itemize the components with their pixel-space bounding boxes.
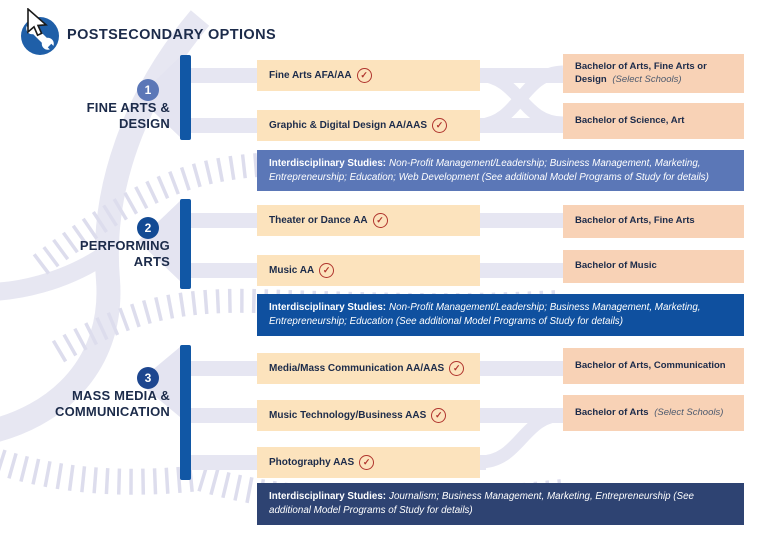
mouse-cursor <box>26 8 52 45</box>
section1-number: 1 <box>144 83 152 97</box>
bachelor-degree-box <box>563 250 744 283</box>
bachelor-degree-label: Bachelor of Arts, Fine Arts <box>575 215 695 227</box>
bachelor-degree-box <box>563 103 744 139</box>
associate-degree-box <box>257 255 480 286</box>
bachelor-degree-box <box>563 205 744 238</box>
bachelor-degree-box <box>563 395 744 431</box>
check-icon: ✓ <box>357 68 372 83</box>
bachelor-degree-note: (Select Schools) <box>612 73 682 85</box>
section2-label: PERFORMING ARTS <box>79 238 170 269</box>
section1-number-badge <box>137 79 159 101</box>
associate-degree-box <box>257 400 480 431</box>
bachelor-degree-note: (Select Schools) <box>654 406 724 418</box>
bachelor-degree-label: Bachelor of Science, Art <box>575 114 685 126</box>
bachelor-degree-text <box>575 115 684 128</box>
bachelor-degree-text <box>575 360 726 373</box>
check-icon: ✓ <box>319 263 334 278</box>
associate-degree-label: Graphic & Digital Design AA/AAS <box>269 120 427 131</box>
bachelor-degree-text <box>575 407 723 420</box>
interdisciplinary-heading: Interdisciplinary Studies: <box>269 158 387 169</box>
associate-degree-label: Media/Mass Communication AA/AAS <box>269 363 445 374</box>
section3-number-badge <box>137 367 159 389</box>
associate-degree-box <box>257 353 480 384</box>
section2-spine <box>180 199 191 289</box>
section1-label: FINE ARTS & DESIGN <box>86 100 170 131</box>
interdisciplinary-body: Journalism; Business Management, Marketing, Entrepreneurship (See additional Model Programs of Study for details) <box>269 491 694 517</box>
section3-spine <box>180 345 191 480</box>
section3-number: 3 <box>144 371 152 385</box>
associate-degree-box <box>257 205 480 236</box>
section2-number: 2 <box>144 221 152 235</box>
bachelor-degree-text <box>575 260 657 273</box>
interdisciplinary-bar <box>257 294 744 336</box>
section1-spine <box>180 55 191 140</box>
interdisciplinary-body: Non-Profit Management/Leadership; Business Management, Marketing, Entrepreneurship; Education (See additional Model Programs of Study for details) <box>269 302 701 328</box>
interdisciplinary-bar <box>257 150 744 191</box>
interdisciplinary-body: Non-Profit Management/Leadership; Business Management, Marketing, Entrepreneurship; Education; Web Development (See additional Model Programs of Study for details) <box>269 158 709 184</box>
bachelor-degree-label: Bachelor of Arts, Communication <box>575 359 726 371</box>
bachelor-degree-label: Bachelor of Arts <box>575 406 649 418</box>
associate-degree-label: Music AA <box>269 265 315 276</box>
interdisciplinary-bar <box>257 483 744 525</box>
bachelor-degree-label: Bachelor of Music <box>575 260 657 272</box>
interdisciplinary-heading: Interdisciplinary Studies: <box>269 302 387 313</box>
bachelor-degree-label: Bachelor of Arts, Fine Arts or Design <box>575 60 707 85</box>
associate-degree-label: Music Technology/Business AAS <box>269 410 427 421</box>
section2-number-badge <box>137 217 159 239</box>
page-title: POSTSECONDARY OPTIONS <box>67 27 277 43</box>
associate-degree-label: Photography AAS <box>269 457 355 468</box>
associate-degree-label: Fine Arts AFA/AA <box>269 70 352 81</box>
check-icon: ✓ <box>373 213 388 228</box>
check-icon: ✓ <box>359 455 374 470</box>
interdisciplinary-heading: Interdisciplinary Studies: <box>269 491 387 502</box>
bachelor-degree-box <box>563 348 744 384</box>
bachelor-degree-box <box>563 54 744 93</box>
bachelor-degree-text <box>575 61 734 87</box>
associate-degree-label: Theater or Dance AA <box>269 215 368 226</box>
associate-degree-box <box>257 60 480 91</box>
check-icon: ✓ <box>449 361 464 376</box>
associate-degree-box <box>257 110 480 141</box>
check-icon: ✓ <box>432 118 447 133</box>
associate-degree-box <box>257 447 480 478</box>
section3-label: MASS MEDIA & COMMUNICATION <box>54 388 170 419</box>
check-icon: ✓ <box>431 408 446 423</box>
bachelor-degree-text <box>575 215 695 228</box>
